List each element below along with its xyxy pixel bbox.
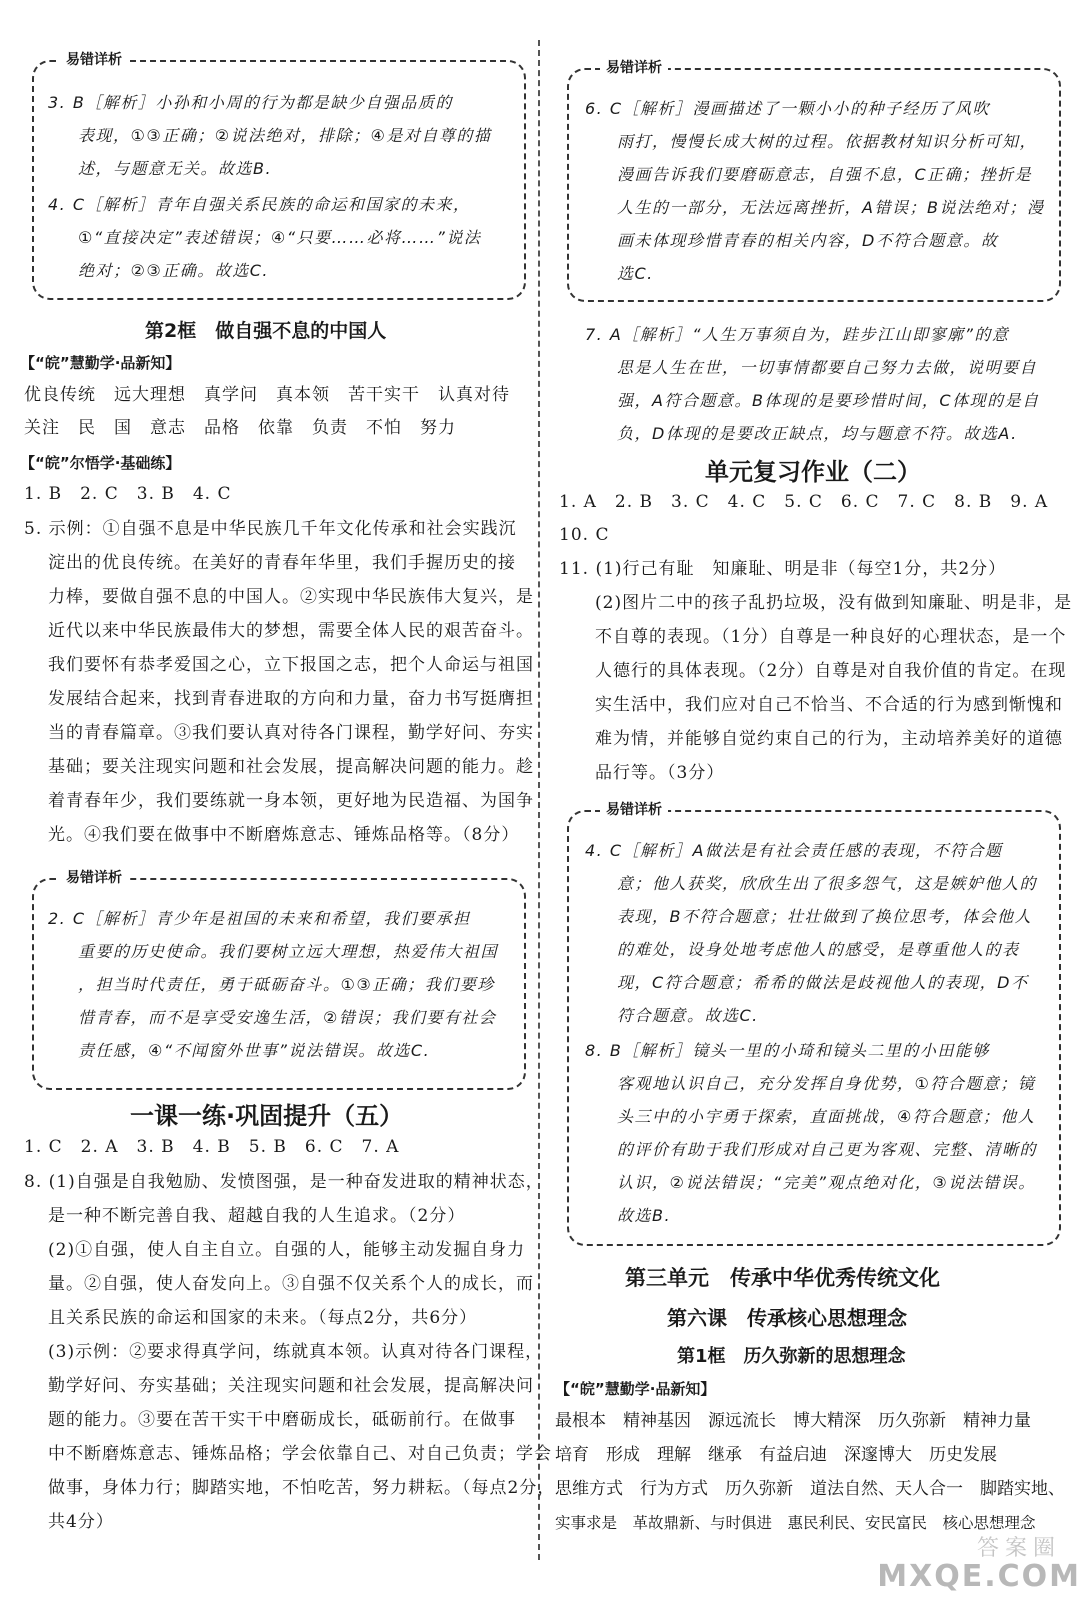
error-analysis-tag: 易错详析 xyxy=(60,868,128,888)
answer-line: 8. (1)自强是自我勉励、发愤图强，是一种奋发进取的精神状态， xyxy=(24,1172,544,1192)
box-line: ①“直接决定”表述错误；④“只要……必将……”说法 xyxy=(78,228,482,247)
answer-line: (3)示例：②要求得真学问，练就真本领。认真对待各门课程， xyxy=(48,1342,544,1362)
box-line: 符合题意。故选C. xyxy=(617,1006,759,1025)
box-line: 故选B. xyxy=(617,1206,672,1225)
answer-line: 1. C 2. A 3. B 4. B 5. B 6. C 7. A xyxy=(24,1137,400,1157)
keyword-line: 思维方式 行为方式 历久弥新 道法自然、天人合一 脚踏实地、 xyxy=(555,1479,1065,1499)
answer-line: 负，D体现的是要改正缺点，均与题意不符。故选A. xyxy=(617,424,1018,443)
answer-line: 共4分） xyxy=(48,1512,114,1532)
box-line: 的难处，设身处地考虑他人的感受，是尊重他人的表 xyxy=(617,940,1020,959)
answer-line: 品行等。（3分） xyxy=(595,763,725,783)
column-divider xyxy=(538,40,540,1560)
answer-line: 1. A 2. B 3. C 4. C 5. C 6. C 7. C 8. B 9. A xyxy=(559,492,1049,512)
keyword-line: 最根本 精神基因 源远流长 博大精深 历久弥新 精神力量 xyxy=(555,1411,1031,1431)
box-line: 3. B［解析］小孙和小周的行为都是缺少自强品质的 xyxy=(48,93,453,112)
unit-title: 第三单元 传承中华优秀传统文化 xyxy=(625,1266,940,1290)
box-line: 选C. xyxy=(617,264,654,283)
answer-line: 题的能力。③要在苦干实干中磨砺成长，砥砺前行。在做事 xyxy=(48,1410,516,1430)
answer-line: 中不断磨炼意志、锤炼品格；学会依靠自己、对自己负责；学会 xyxy=(48,1444,552,1464)
box-line: 漫画告诉我们要磨砺意志，自强不息，C正确；挫折是 xyxy=(617,165,1033,184)
box-line: 8. B［解析］镜头一里的小琦和镜头二里的小田能够 xyxy=(585,1041,990,1060)
error-analysis-tag: 易错详析 xyxy=(60,50,128,70)
keyword-line: 培育 形成 理解 继承 有益启迪 深邃博大 历史发展 xyxy=(555,1445,997,1465)
section-title: 一课一练·巩固提升（五） xyxy=(130,1102,404,1130)
box-line: 现，C符合题意；希希的做法是歧视他人的表现，D不 xyxy=(617,973,1029,992)
answer-line: 当的青春篇章。③我们要认真对待各门课程，勤学好问、夯实 xyxy=(48,723,534,743)
answer-line: 1. B 2. C 3. B 4. C xyxy=(24,484,232,504)
answer-line: 我们要怀有恭孝爱国之心，立下报国之志，把个人命运与祖国 xyxy=(48,655,534,675)
answer-line: 光。④我们要在做事中不断磨炼意志、锤炼品格等。（8分） xyxy=(48,825,520,845)
answer-line: 量。②自强，使人奋发向上。③自强不仅关系个人的成长，而 xyxy=(48,1274,534,1294)
box-line: 惜青春，而不是享受安逸生活，②错误；我们要有社会 xyxy=(78,1008,497,1027)
section-tag: 【“皖”慧勤学·品新知】 xyxy=(555,1380,716,1398)
answer-line: 且关系民族的命运和国家的未来。（每点2分，共6分） xyxy=(48,1308,478,1328)
answer-line: 11. (1)行己有耻 知廉耻、明是非（每空1分，共2分） xyxy=(559,559,1007,579)
box-line: ，担当时代责任，勇于砥砺奋斗。①③正确；我们要珍 xyxy=(78,975,495,994)
answer-line: 7. A［解析］“人生万事须自为，跬步江山即寥廓”的意 xyxy=(585,325,1010,344)
box-line: 头三中的小宇勇于探索，直面挑战，④符合题意；他人 xyxy=(617,1107,1036,1126)
box-line: 意；他人获奖，欣欣生出了很多怨气，这是嫉妒他人的 xyxy=(617,874,1038,893)
lesson-title: 第六课 传承核心思想理念 xyxy=(667,1306,907,1330)
error-analysis-tag: 易错详析 xyxy=(600,58,668,78)
answer-line: 5. 示例：①自强不息是中华民族几千年文化传承和社会实践沉 xyxy=(24,519,517,539)
box-line: 述，与题意无关。故选B. xyxy=(78,159,273,178)
frame-title: 第1框 历久弥新的思想理念 xyxy=(677,1346,906,1367)
error-analysis-tag: 易错详析 xyxy=(600,800,668,820)
box-line: 4. C［解析］A做法是有社会责任感的表现，不符合题 xyxy=(585,841,1003,860)
box-line: 人生的一部分，无法远离挫折，A错误；B说法绝对；漫 xyxy=(617,198,1045,217)
watermark-text: MXQE.COM xyxy=(877,1559,1081,1594)
box-line: 表现，①③正确；②说法绝对，排除；④是对自尊的描 xyxy=(78,126,492,145)
answer-line: 不自尊的表现。（1分）自尊是一种良好的心理状态，是一个 xyxy=(595,627,1067,647)
keyword-line: 优良传统 远大理想 真学问 真本领 苦干实干 认真对待 xyxy=(24,385,510,405)
box-line: 责任感，④“不闻窗外世事”说法错误。故选C. xyxy=(78,1041,431,1060)
answer-line: 强，A符合题意。B体现的是要珍惜时间，C体现的是自 xyxy=(617,391,1040,410)
section-title: 第2框 做自强不息的中国人 xyxy=(145,320,387,342)
answer-line: 发展结合起来，找到青春进取的方向和力量，奋力书写挺膺担 xyxy=(48,689,534,709)
answer-line: 是一种不断完善自我、超越自我的人生追求。（2分） xyxy=(48,1206,466,1226)
answer-line: 着青春年少，我们要练就一身本领，更好地为民造福、为国争 xyxy=(48,791,534,811)
box-line: 2. C［解析］青少年是祖国的未来和希望，我们要承担 xyxy=(48,909,471,928)
box-line: 雨打，慢慢长成大树的过程。依据教材知识分析可知， xyxy=(617,132,1038,151)
answer-line: 难为情，并能够自觉约束自己的行为，主动培养美好的道德 xyxy=(595,729,1063,749)
box-line: 6. C［解析］漫画描述了一颗小小的种子经历了风吹 xyxy=(585,99,991,118)
answer-line: 思是人生在世，一切事情都要自己努力去做，说明要自 xyxy=(617,358,1038,377)
box-line: 重要的历史使命。我们要树立远大理想，热爱伟大祖国 xyxy=(78,942,499,961)
answer-line: (2)①自强，使人自主自立。自强的人，能够主动发掘自身力 xyxy=(48,1240,526,1260)
answer-line: 人德行的具体表现。（2分）自尊是对自我价值的肯定。在现 xyxy=(595,661,1067,681)
answer-line: 淀出的优良传统。在美好的青春年华里，我们手握历史的接 xyxy=(48,553,516,573)
answer-line: 力棒，要做自强不息的中国人。②实现中华民族伟大复兴，是 xyxy=(48,587,534,607)
section-title: 单元复习作业（二） xyxy=(705,458,921,486)
answer-line: 勤学好问、夯实基础；关注现实问题和社会发展，提高解决问 xyxy=(48,1376,534,1396)
box-line: 4. C［解析］青年自强关系民族的命运和国家的未来， xyxy=(48,195,471,214)
answer-line: (2)图片二中的孩子乱扔垃圾，没有做到知廉耻、明是非，是 xyxy=(595,593,1073,613)
answer-line: 基础；要关注现实问题和社会发展，提高解决问题的能力。趁 xyxy=(48,757,534,777)
box-line: 表现，B不符合题意；壮壮做到了换位思考，体会他人 xyxy=(617,907,1032,926)
box-line: 绝对；②③正确。故选C. xyxy=(78,261,269,280)
watermark-logo: 答案圈 xyxy=(976,1536,1061,1561)
box-line: 画未体现珍惜青春的相关内容，D不符合题意。故 xyxy=(617,231,999,250)
box-line: 客观地认识自己，充分发挥自身优势，①符合题意；镜 xyxy=(617,1074,1036,1093)
box-line: 认识，②说法错误；“完美”观点绝对化，③说法错误。 xyxy=(617,1173,1036,1192)
answer-line: 实生活中，我们应对自己不恰当、不合适的行为感到惭愧和 xyxy=(595,695,1063,715)
box-line: 的评价有助于我们形成对自己更为客观、完整、清晰的 xyxy=(617,1140,1038,1159)
answer-line: 做事，身体力行；脚踏实地，不怕吃苦，努力耕耘。（每点2分， xyxy=(48,1478,556,1498)
answer-line: 10. C xyxy=(559,525,610,545)
keyword-line: 实事求是 革故鼎新、与时俱进 惠民利民、安民富民 核心思想理念 xyxy=(555,1514,1036,1532)
keyword-line: 关注 民 国 意志 品格 依靠 负责 不怕 努力 xyxy=(24,418,456,438)
answer-line: 近代以来中华民族最伟大的梦想，需要全体人民的艰苦奋斗。 xyxy=(48,621,534,641)
section-tag: 【“皖”尔悟学·基础练】 xyxy=(20,454,181,472)
section-tag: 【“皖”慧勤学·品新知】 xyxy=(20,354,181,372)
